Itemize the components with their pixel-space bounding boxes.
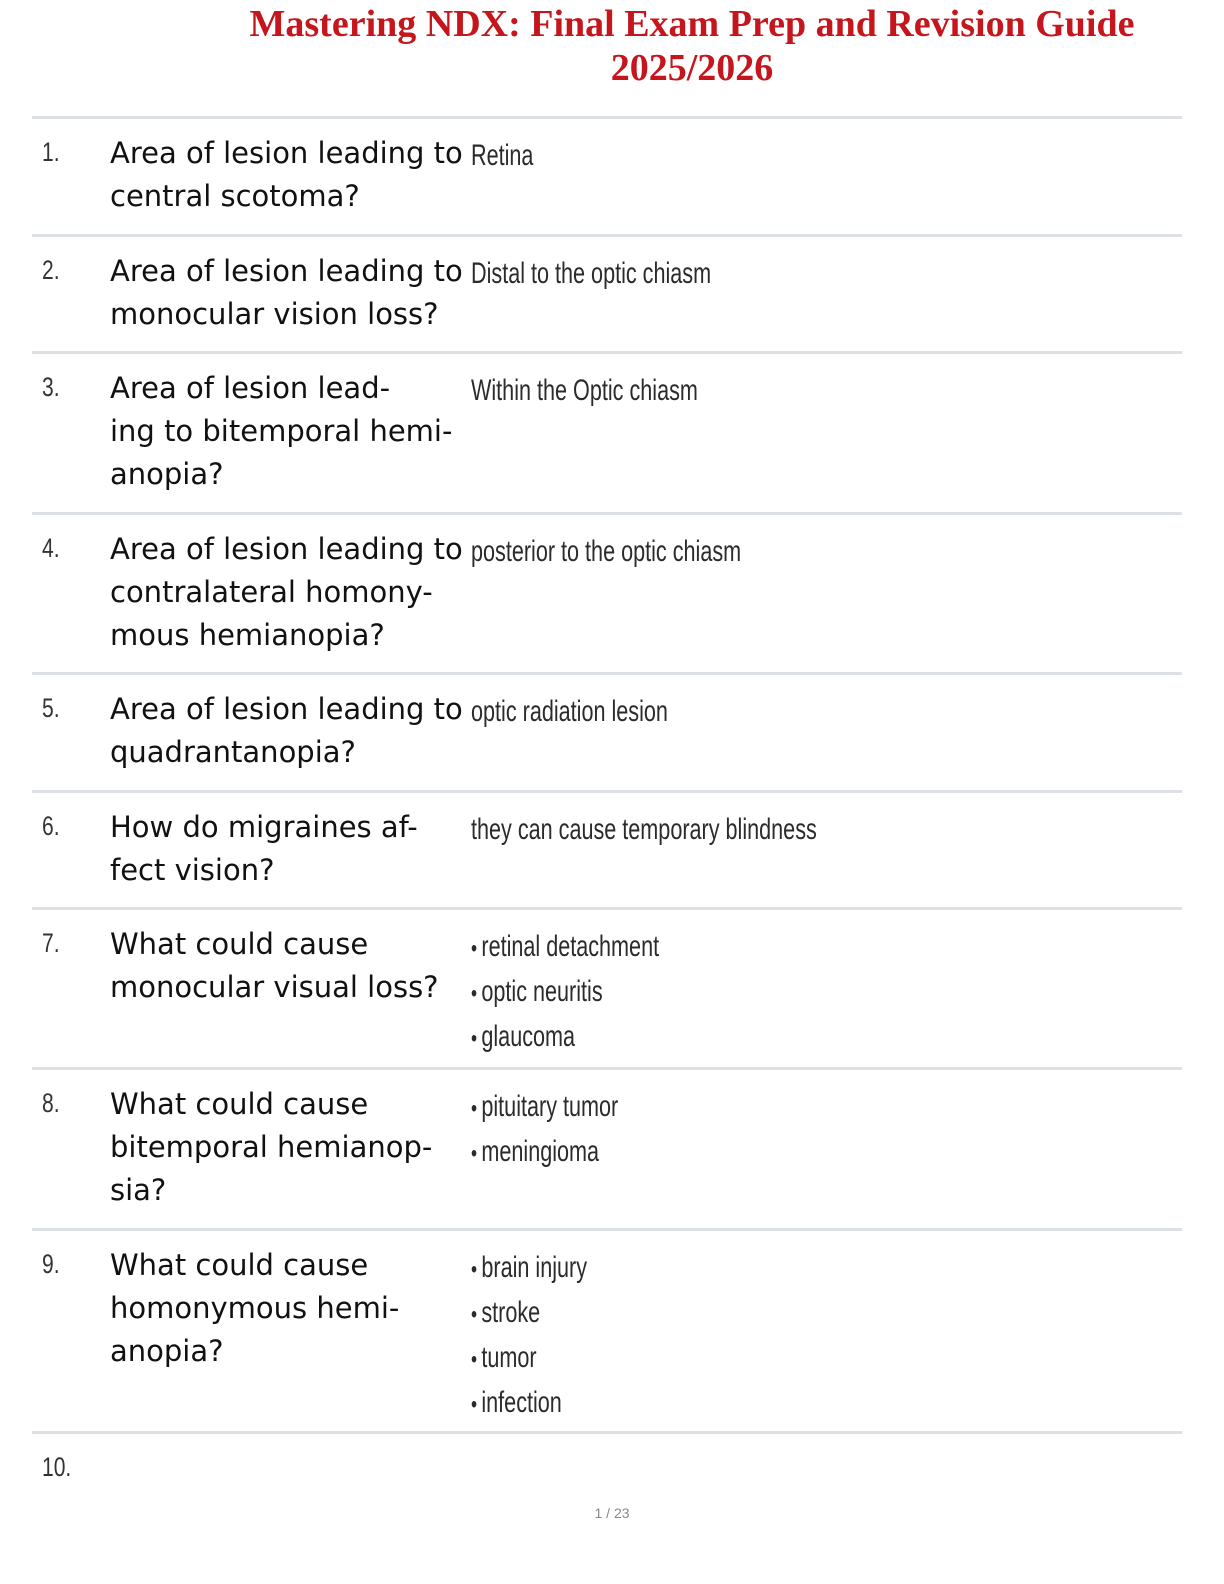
answer-item-text: brain injury (481, 1251, 588, 1284)
bullet-icon: • (471, 1346, 478, 1373)
card-answer: optic radiation lesion (471, 695, 668, 728)
card-question: Area of lesion leading to monocular vision loss? (110, 254, 463, 331)
card-question: What could cause monocular visual loss? (110, 927, 439, 1004)
card-number: 9. (42, 1249, 60, 1279)
answer-item-text: optic neuritis (481, 975, 603, 1008)
bullet-icon: • (471, 1140, 478, 1167)
card-answer-list (471, 1246, 946, 1426)
card-question: Area of lesion leading to central scotoma? (110, 136, 463, 213)
answer-list-item (471, 1015, 946, 1060)
answer-list-item (471, 925, 946, 970)
flashcard (32, 790, 1182, 907)
answer-list-item (471, 1130, 946, 1175)
answer-item-text: glaucoma (481, 1020, 576, 1053)
card-number: 5. (42, 693, 60, 723)
answer-list-item (471, 1291, 946, 1336)
answer-item-text: tumor (481, 1341, 537, 1374)
flashcard-list (32, 116, 1182, 1511)
card-number: 7. (42, 928, 60, 958)
document-title (160, 2, 1224, 90)
card-answer: posterior to the optic chiasm (471, 535, 742, 568)
answer-list-item (471, 1336, 946, 1381)
card-answer-list (471, 1085, 946, 1175)
card-question: Area of lesion leading to quadrantanopia? (110, 692, 463, 769)
title-line-2: 2025/2026 (610, 47, 774, 89)
card-answer-list (471, 925, 946, 1060)
title-line-1: Mastering NDX: Final Exam Prep and Revision Guide (249, 3, 1135, 45)
card-number: 3. (42, 372, 60, 402)
answer-item-text: pituitary tumor (481, 1090, 619, 1123)
bullet-icon: • (471, 1391, 478, 1418)
card-number: 6. (42, 811, 60, 841)
flashcard (32, 1228, 1182, 1431)
bullet-icon: • (471, 980, 478, 1007)
answer-item-text: stroke (481, 1296, 541, 1329)
flashcard (32, 116, 1182, 234)
answer-list-item (471, 970, 946, 1015)
card-answer: Retina (471, 139, 534, 172)
card-number: 4. (42, 533, 60, 563)
answer-item-text: retinal detachment (481, 930, 660, 963)
flashcard (32, 512, 1182, 672)
card-question: What could cause bitemporal hemianop- sia? (110, 1087, 433, 1207)
card-answer: they can cause temporary blindness (471, 813, 817, 846)
answer-list-item (471, 1381, 946, 1426)
card-question: What could cause homonymous hemi- anopia? (110, 1248, 400, 1368)
bullet-icon: • (471, 1301, 478, 1328)
flashcard (32, 234, 1182, 351)
card-number: 10. (42, 1452, 72, 1482)
bullet-icon: • (471, 1095, 478, 1122)
bullet-icon: • (471, 1025, 478, 1052)
card-answer: Distal to the optic chiasm (471, 257, 712, 290)
bullet-icon: • (471, 1256, 478, 1283)
answer-list-item (471, 1246, 946, 1291)
flashcard (32, 1431, 1182, 1511)
card-number: 1. (42, 137, 60, 167)
answer-item-text: infection (481, 1386, 562, 1419)
flashcard (32, 1067, 1182, 1228)
bullet-icon: • (471, 935, 478, 962)
card-question: Area of lesion leading to contralateral homony- mous hemianopia? (110, 532, 463, 652)
flashcard (32, 351, 1182, 512)
flashcard (32, 672, 1182, 790)
card-answer: Within the Optic chiasm (471, 374, 698, 407)
flashcard (32, 907, 1182, 1067)
card-question: Area of lesion lead- ing to bitemporal hemi- anopia? (110, 371, 453, 491)
answer-item-text: meningioma (481, 1135, 600, 1168)
card-number: 2. (42, 255, 60, 285)
answer-list-item (471, 1085, 946, 1130)
card-question: How do migraines af- fect vision? (110, 810, 418, 887)
card-number: 8. (42, 1088, 60, 1118)
page-number: 1 / 23 (594, 1505, 630, 1521)
